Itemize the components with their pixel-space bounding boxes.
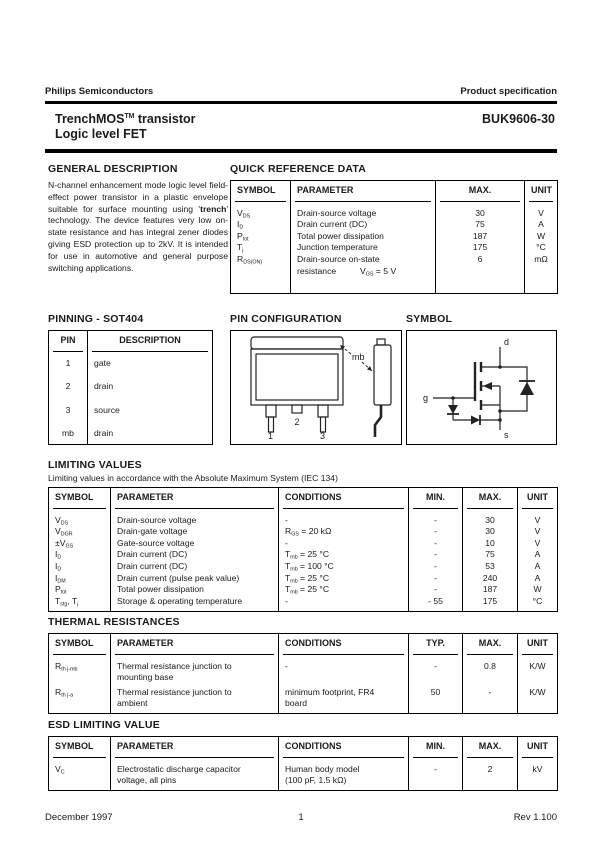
table-cell: 6 xyxy=(436,254,525,294)
symbol-section xyxy=(406,313,557,445)
table-cell: $V_{DGR}$ xyxy=(49,526,111,538)
table-row xyxy=(49,658,558,685)
table-cell: 30 xyxy=(463,512,518,527)
table-row xyxy=(49,355,213,376)
limiting-values-subtitle: Limiting values in accordance with the Absolute Maximum System (IEC 134) xyxy=(48,473,338,483)
general-description-text: N-channel enhancement mode logic level field-effect power transistor in a plastic envelope suitable for surface mounting using 'trench' technology. The device features very low on-state resistance and has integral zener diodes giving ESD protection up to 2kV. It is intended for use in automotive and general purpose switching applications. xyxy=(48,180,228,273)
column-header: PARAMETER xyxy=(111,488,279,512)
table-cell: A xyxy=(518,549,558,561)
spec-type-label: Product specification xyxy=(460,86,557,97)
gate-label: g xyxy=(423,393,429,403)
table-cell: $R_{th j-a}$ xyxy=(49,685,111,714)
table-row xyxy=(49,422,213,444)
table-row xyxy=(231,254,558,294)
table-row xyxy=(231,219,558,231)
table-row xyxy=(231,231,558,243)
column-header: MAX. xyxy=(436,181,525,205)
table-cell: Drain-gate voltage xyxy=(111,526,279,538)
table-cell: $T_{mb} = 25$ °C xyxy=(279,573,409,585)
table-cell: Drain current (DC) xyxy=(291,219,436,231)
table-cell: $I_D$ xyxy=(49,561,111,573)
table-cell: - xyxy=(279,596,409,612)
table-cell: - xyxy=(279,658,409,685)
section-heading: GENERAL DESCRIPTION xyxy=(48,163,178,175)
table-cell: $V_C$ xyxy=(49,761,111,791)
page-header xyxy=(45,86,557,153)
table-cell: $P_{tot}$ xyxy=(231,231,291,243)
table-cell: V xyxy=(518,538,558,550)
table-cell: kV xyxy=(518,761,558,791)
esd-limiting-value-section xyxy=(48,719,557,791)
column-header: SYMBOL xyxy=(49,737,111,761)
column-header: UNIT xyxy=(518,488,558,512)
table-cell: 2 xyxy=(49,375,88,399)
part-number: BUK9606-30 xyxy=(482,112,555,126)
table-cell: - xyxy=(409,658,463,685)
table-cell: Drain-source voltage xyxy=(291,205,436,220)
company-name: Philips Semiconductors xyxy=(45,86,154,97)
table-row xyxy=(49,549,558,561)
table-cell: K/W xyxy=(518,685,558,714)
table-cell: K/W xyxy=(518,658,558,685)
column-header: MAX. xyxy=(463,488,518,512)
column-header: TYP. xyxy=(409,634,463,658)
table-row xyxy=(231,242,558,254)
table-row xyxy=(49,761,558,791)
section-heading: PINNING - SOT404 xyxy=(48,313,144,325)
table-cell: - xyxy=(409,538,463,550)
pin-configuration-drawing xyxy=(230,330,402,445)
column-header: MAX. xyxy=(463,634,518,658)
table-row xyxy=(49,573,558,585)
table-cell: A xyxy=(525,219,558,231)
table-cell: 1 xyxy=(49,355,88,376)
table-row xyxy=(49,584,558,596)
drain-label: d xyxy=(504,337,510,347)
table-cell: Human body model (100 pF, 1.5 kΩ) xyxy=(279,761,409,791)
table-cell: - xyxy=(409,573,463,585)
column-header: UNIT xyxy=(518,737,558,761)
symbol-drawing xyxy=(406,330,557,445)
table-cell: 10 xyxy=(463,538,518,550)
table-cell: $R_{th j-mb}$ xyxy=(49,658,111,685)
table-cell: $T_{mb} = 25$ °C xyxy=(279,549,409,561)
table-cell: °C xyxy=(525,242,558,254)
page-number: 1 xyxy=(298,812,304,823)
table-cell: - xyxy=(409,526,463,538)
table-cell: Gate-source voltage xyxy=(111,538,279,550)
table-cell: Drain current (DC) xyxy=(111,561,279,573)
thermal-resistances-section xyxy=(48,616,557,714)
table-row xyxy=(49,399,213,423)
table-cell: $\pm V_{GS}$ xyxy=(49,538,111,550)
quick-reference-table xyxy=(230,180,558,294)
pinning-table xyxy=(48,330,213,445)
table-cell: Storage & operating temperature xyxy=(111,596,279,612)
table-row xyxy=(49,526,558,538)
table-row xyxy=(49,561,558,573)
table-cell: 75 xyxy=(463,549,518,561)
table-cell: $V_{DS}$ xyxy=(231,205,291,220)
table-cell: 2 xyxy=(463,761,518,791)
table-cell: - xyxy=(409,561,463,573)
column-header: PARAMETER xyxy=(291,181,436,205)
column-header: CONDITIONS xyxy=(279,737,409,761)
section-heading: ESD LIMITING VALUE xyxy=(48,719,160,731)
table-cell: V xyxy=(518,526,558,538)
table-row xyxy=(49,596,558,612)
column-header: MAX. xyxy=(463,737,518,761)
column-header: MIN. xyxy=(409,737,463,761)
table-cell: - xyxy=(409,512,463,527)
column-header: SYMBOL xyxy=(49,488,111,512)
table-cell: W xyxy=(525,231,558,243)
pin1-label: 1 xyxy=(268,431,274,441)
table-cell: 240 xyxy=(463,573,518,585)
table-cell: Drain-source on-state resistance $V_{GS} = 5$ V xyxy=(291,254,436,294)
package-drawing-icon xyxy=(231,331,400,441)
column-header: MIN. xyxy=(409,488,463,512)
title-line-1: TrenchMOS™ transistor xyxy=(55,112,196,126)
section-heading: SYMBOL xyxy=(406,313,453,325)
pin-configuration-section xyxy=(230,313,402,445)
source-label: s xyxy=(504,430,509,440)
table-cell: - xyxy=(279,538,409,550)
table-row xyxy=(49,375,213,399)
pin3-label: 3 xyxy=(320,431,326,441)
table-cell: mΩ xyxy=(525,254,558,294)
table-cell: Electrostatic discharge capacitor voltage, all pins xyxy=(111,761,279,791)
table-cell: Junction temperature xyxy=(291,242,436,254)
document-title xyxy=(55,112,196,142)
table-cell: 30 xyxy=(436,205,525,220)
table-cell: $V_{DS}$ xyxy=(49,512,111,527)
table-cell: 53 xyxy=(463,561,518,573)
table-cell: Total power dissipation xyxy=(111,584,279,596)
table-cell: $R_{GS} = 20$ kΩ xyxy=(279,526,409,538)
table-cell: A xyxy=(518,561,558,573)
column-header: PARAMETER xyxy=(111,737,279,761)
table-cell: Total power dissipation xyxy=(291,231,436,243)
title-line-2: Logic level FET xyxy=(55,127,147,141)
table-cell: 187 xyxy=(463,584,518,596)
table-cell: $R_{DS(ON)}$ xyxy=(231,254,291,294)
quick-reference-section xyxy=(230,163,557,294)
esd-limiting-value-table xyxy=(48,736,558,791)
table-cell: $T_{mb} = 100$ °C xyxy=(279,561,409,573)
table-cell: V xyxy=(518,512,558,527)
table-cell: $P_{tot}$ xyxy=(49,584,111,596)
table-cell: Drain current (DC) xyxy=(111,549,279,561)
table-cell: gate xyxy=(88,355,213,376)
table-cell: 0.8 xyxy=(463,658,518,685)
mosfet-symbol-icon xyxy=(407,331,555,441)
thermal-resistances-table xyxy=(48,633,558,714)
table-cell: $T_{mb} = 25$ °C xyxy=(279,584,409,596)
table-cell: 3 xyxy=(49,399,88,423)
column-header: SYMBOL xyxy=(231,181,291,205)
pinning-section xyxy=(48,313,212,445)
table-cell: 175 xyxy=(463,596,518,612)
table-cell: A xyxy=(518,573,558,585)
table-cell: $T_j$ xyxy=(231,242,291,254)
table-cell: 75 xyxy=(436,219,525,231)
table-cell: 30 xyxy=(463,526,518,538)
column-header: SYMBOL xyxy=(49,634,111,658)
section-heading: THERMAL RESISTANCES xyxy=(48,616,180,628)
table-cell: - xyxy=(463,685,518,714)
table-cell: - 55 xyxy=(409,596,463,612)
table-cell: 187 xyxy=(436,231,525,243)
table-cell: - xyxy=(409,584,463,596)
table-cell: Thermal resistance junction to mounting base xyxy=(111,658,279,685)
column-header: PIN xyxy=(49,331,88,355)
table-cell: mb xyxy=(49,422,88,444)
column-header: CONDITIONS xyxy=(279,634,409,658)
column-header: UNIT xyxy=(525,181,558,205)
table-cell: drain xyxy=(88,375,213,399)
table-row xyxy=(49,538,558,550)
table-cell: minimum footprint, FR4 board xyxy=(279,685,409,714)
table-cell: Drain current (pulse peak value) xyxy=(111,573,279,585)
table-cell: - xyxy=(279,512,409,527)
table-row xyxy=(49,512,558,527)
table-cell: $I_D$ xyxy=(231,219,291,231)
column-header: CONDITIONS xyxy=(279,488,409,512)
table-cell: 50 xyxy=(409,685,463,714)
table-cell: $I_{DM}$ xyxy=(49,573,111,585)
pin2-label: 2 xyxy=(294,417,300,427)
table-cell: V xyxy=(525,205,558,220)
header-rule-bottom xyxy=(45,149,557,153)
table-cell: drain xyxy=(88,422,213,444)
column-header: PARAMETER xyxy=(111,634,279,658)
table-cell: - xyxy=(409,549,463,561)
footer-revision: Rev 1.100 xyxy=(513,812,557,823)
mb-label: mb xyxy=(352,352,365,362)
section-heading: LIMITING VALUES xyxy=(48,459,142,471)
table-cell: - xyxy=(409,761,463,791)
table-cell: Drain-source voltage xyxy=(111,512,279,527)
limiting-values-section xyxy=(48,459,557,612)
limiting-values-table xyxy=(48,487,558,612)
section-heading: PIN CONFIGURATION xyxy=(230,313,342,325)
general-description-section xyxy=(48,163,228,274)
table-cell: $I_D$ xyxy=(49,549,111,561)
footer-date: December 1997 xyxy=(45,812,113,823)
page-footer xyxy=(45,812,557,823)
table-row xyxy=(49,685,558,714)
table-cell: 175 xyxy=(436,242,525,254)
column-header: UNIT xyxy=(518,634,558,658)
column-header: DESCRIPTION xyxy=(88,331,213,355)
section-heading: QUICK REFERENCE DATA xyxy=(230,163,367,175)
table-cell: °C xyxy=(518,596,558,612)
table-cell: source xyxy=(88,399,213,423)
table-cell: W xyxy=(518,584,558,596)
table-cell: $T_{stg}$, $T_j$ xyxy=(49,596,111,612)
table-row xyxy=(231,205,558,220)
table-cell: Thermal resistance junction to ambient xyxy=(111,685,279,714)
